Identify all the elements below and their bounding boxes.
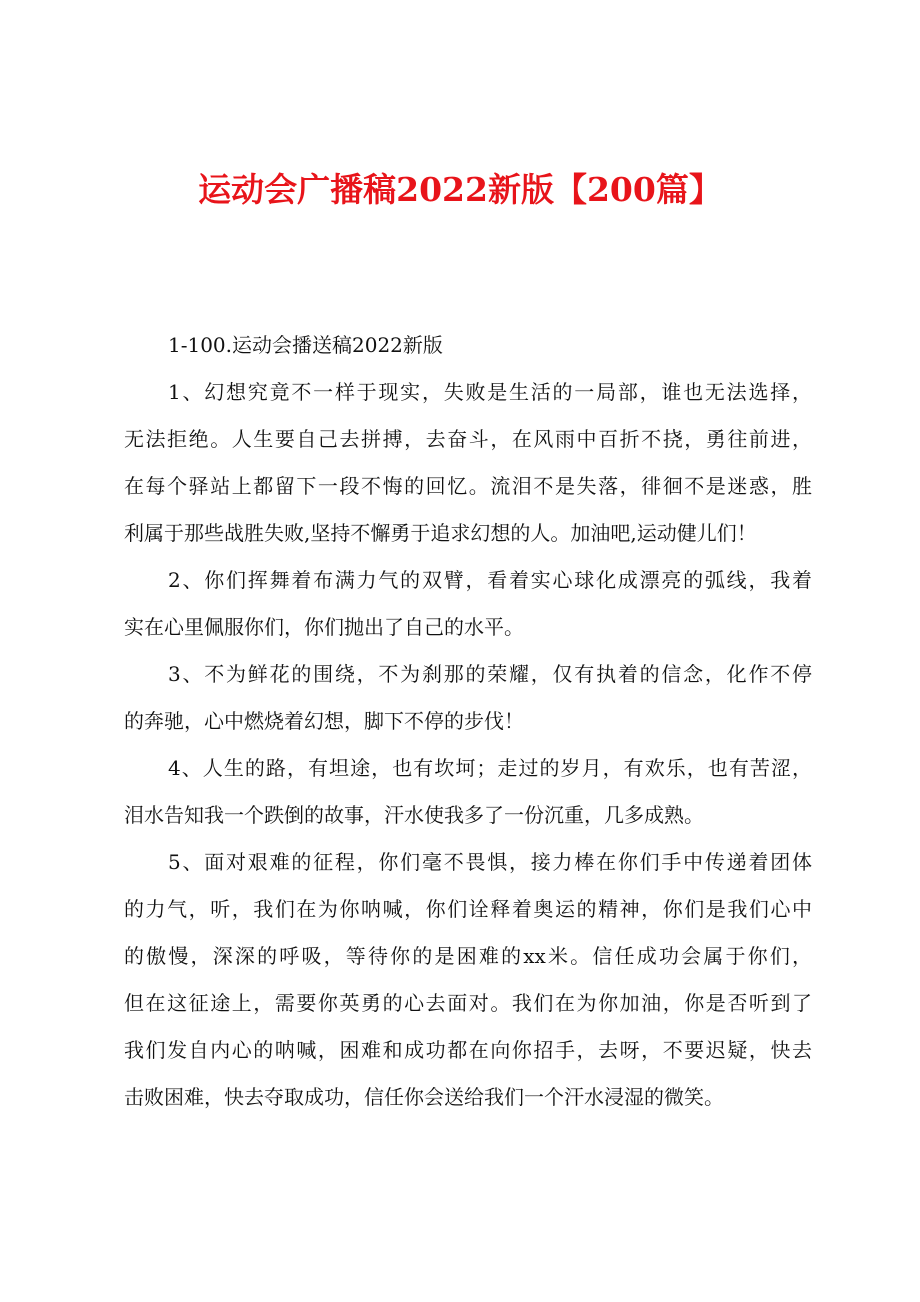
paragraph-line: 4、人生的路，有坦途，也有坎坷；走过的岁月，有欢乐，也有苦涩， xyxy=(168,756,812,780)
paragraph-4 xyxy=(124,745,812,839)
paragraph-2 xyxy=(124,557,812,651)
paragraph-line: 2、你们挥舞着布满力气的双臂，看着实心球化成漂亮的弧线，我着 xyxy=(168,568,812,592)
paragraph-1 xyxy=(124,369,812,557)
paragraph-line: 利属于那些战胜失败,坚持不懈勇于追求幻想的人。加油吧,运动健儿们！ xyxy=(124,521,757,545)
document-title: 运动会广播稿2022新版【200篇】 xyxy=(198,170,722,209)
document-body xyxy=(124,322,812,1121)
paragraph-line: 3、不为鲜花的围绕，不为刹那的荣耀，仅有执着的信念，化作不停 xyxy=(168,662,812,686)
paragraph-line: 泪水告知我一个跌倒的故事，汗水使我多了一份沉重，几多成熟。 xyxy=(124,803,704,827)
paragraph-line: 实在心里佩服你们，你们抛出了自己的水平。 xyxy=(124,615,524,639)
paragraph-line: 的力气，听，我们在为你呐喊，你们诠释着奥运的精神，你们是我们心中 xyxy=(124,897,812,921)
paragraph-line: 的奔驰，心中燃烧着幻想，脚下不停的步伐！ xyxy=(124,709,524,733)
paragraph-line: 1-100.运动会播送稿2022新版 xyxy=(168,333,443,357)
paragraph-heading xyxy=(124,322,812,369)
paragraph-line: 我们发自内心的呐喊，困难和成功都在向你招手，去呀，不要迟疑，快去 xyxy=(124,1038,812,1062)
paragraph-line: 无法拒绝。人生要自己去拼搏，去奋斗，在风雨中百折不挠，勇往前进， xyxy=(124,427,812,451)
paragraph-line: 在每个驿站上都留下一段不悔的回忆。流泪不是失落，徘徊不是迷惑，胜 xyxy=(124,474,812,498)
paragraph-3 xyxy=(124,651,812,745)
paragraph-line: 击败困难，快去夺取成功，信任你会送给我们一个汗水浸湿的微笑。 xyxy=(124,1085,724,1109)
paragraph-line: 5、面对艰难的征程，你们毫不畏惧，接力棒在你们手中传递着团体 xyxy=(168,850,812,874)
paragraph-line: 的傲慢，深深的呼吸，等待你的是困难的xx米。信任成功会属于你们， xyxy=(124,944,812,968)
paragraph-5 xyxy=(124,839,812,1121)
paragraph-line: 但在这征途上，需要你英勇的心去面对。我们在为你加油，你是否听到了 xyxy=(124,991,812,1015)
paragraph-line: 1、幻想究竟不一样于现实，失败是生活的一局部，谁也无法选择， xyxy=(168,380,812,404)
